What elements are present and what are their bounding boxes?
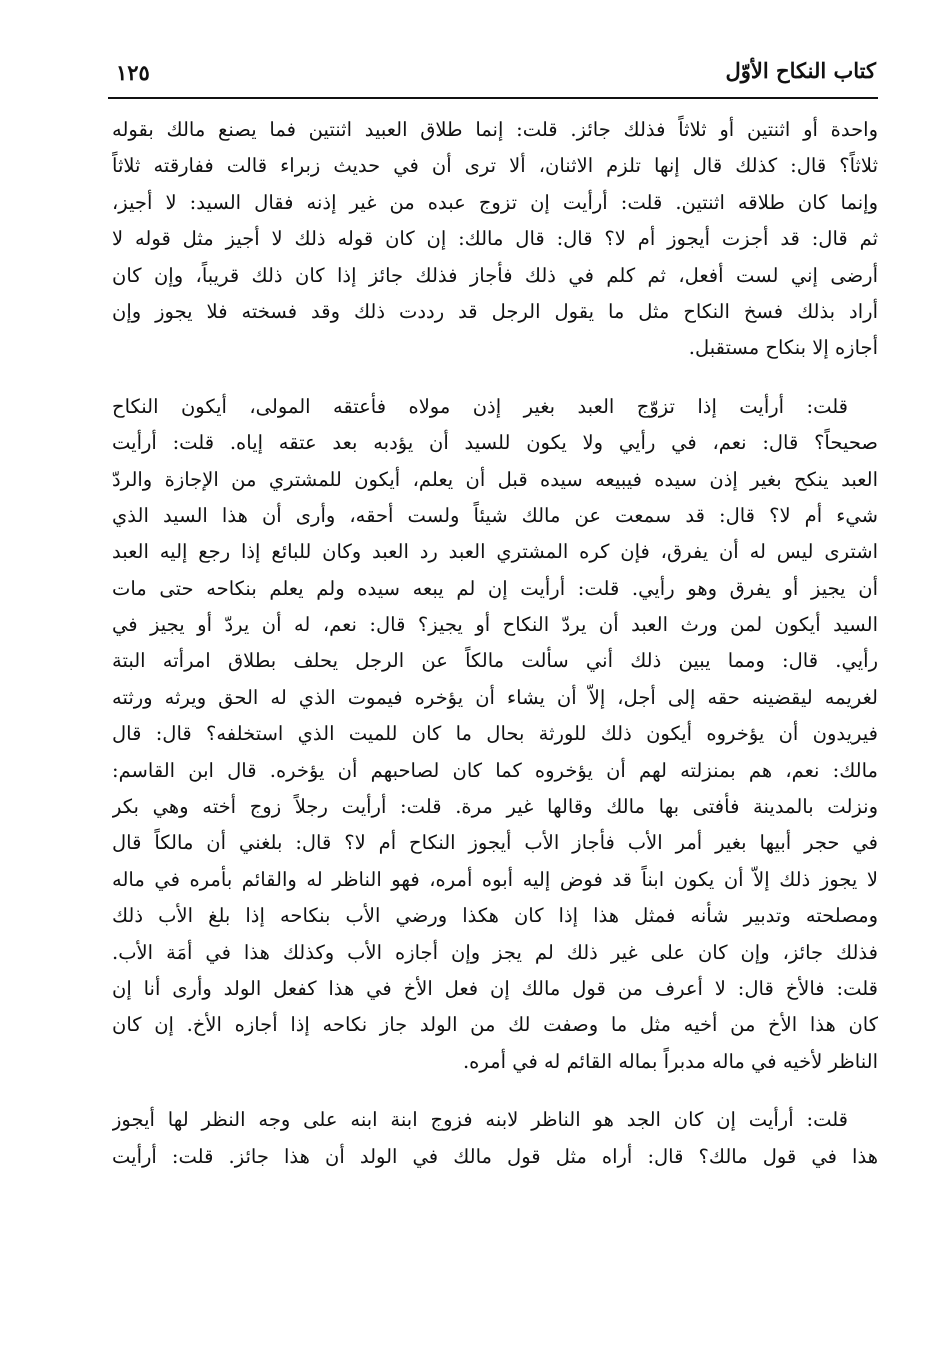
text-line: لا يجوز ذلك إلاّ أن يكون ابناً قد فوض إليه أبوه أمره، فهو الناظر له والقائم بأمره في ماله [112,867,878,891]
text-line: الناظر لأخيه في ماله مدبراً بماله القائم له في أمره. [462,1049,878,1073]
text-line: هذا في قول مالك؟ قال: أراه مثل قول مالك في الولد أن هذا جائز. قلت: أرأيت [112,1144,878,1168]
header-divider [108,97,878,99]
running-title: كتاب النكاح الأوّل [725,58,876,83]
paragraph-1 [112,112,878,367]
text-line: كان هذا الأخ من أخيه مثل ما وصفت لك من الولد جاز نكاحه إذا أجازه الأخ. إن كان [112,1013,878,1037]
paragraph-2 [112,389,878,1080]
text-line: فذلك جائز، وإن كان على غير ذلك لم يجز وإن أجازه الأب وكذلك هذا في أمَة الأب. [112,940,878,964]
text-line: اشترى ليس له أن يفرق، فإن كره المشتري العبد رد العبد وكان للبائع إذا رجع إليه العبد [112,540,878,564]
text-line: مالك: نعم، هم بمنزلته لهم أن يؤخروه كما كان لصاحبهم أن يؤخره. قال ابن القاسم: [112,758,878,782]
paragraph-3 [112,1102,878,1175]
text-line: قلت: أرأيت إذا تزوّج العبد بغير إذن مولاه فأعتقه المولى، أيكون النكاح [112,394,848,418]
paragraph-gap [112,367,878,389]
text-line: صحيحاً؟ قال: نعم، في رأيي ولا يكون للسيد أن يؤدبه بعد عتقه إياه. قلت: أرأيت [112,431,878,455]
text-line: أرضى إني لست أفعل، ثم كلم في ذلك فأجاز فذلك جائز إذا كان ذلك قريباً، وإن كان [112,263,878,287]
text-line: أن يجيز أو يفرق وهو رأيي. قلت: أرأيت إن لم يبعه سيده ولم يعلم بنكاحه حتى مات [112,576,878,600]
text-line: شيء أم لا؟ قال: قد سمعت عن مالك شيئاً ولست أحقه، وأرى أن هذا السيد الذي [112,503,878,527]
paragraph-gap [112,1080,878,1102]
text-line: ونزلت بالمدينة فأفتى بها مالك وقالها غير مرة. قلت: أرأيت رجلاً زوج أخته وهي بكر [112,795,878,819]
page-header [108,56,876,96]
text-line: ثم قال: قد أجزت أيجوز أم لا؟ قال: قال مالك: إن كان قوله ذلك لا أجيز مثل قوله لا [112,227,878,251]
text-line: فيريدون أن يؤخروه أيكون ذلك للورثة بحال ما كان للميت الذي استخلفه؟ قال: قال [112,722,878,746]
text-line: أجازه إلا بنكاح مستقبل. [688,336,878,360]
text-line: قلت: فالأخ قال: لا أعرف من قول مالك إن فعل الأخ في هذا كفعل الولد وأرى أنا إن [112,976,878,1000]
text-line: ثلاثاً؟ قال: كذلك قال إنها تلزم الاثنان، ألا ترى أن في حديث زبراء قالت ففارقته ثلاثاً [112,154,878,178]
text-line: رأيي. قال: ومما يبين ذلك أني سألت مالكاً عن الرجل يحلف بطلاق امرأته البتة [112,649,878,673]
text-line: العبد ينكح بغير إذن سيده فيبيعه سيده قبل أن يعلم، أيكون للمشتري من الإجازة والردّ [112,467,878,491]
text-line: في حجر أبيها بغير أمر الأب فأجاز الأب أيجوز النكاح أم لا؟ قال: بلغني أن مالكاً قال [112,831,878,855]
page-number: ١٢٥ [116,60,150,85]
text-line: قلت: أرأيت إن كان الجد هو الناظر لابنه فزوج ابنة ابنه على وجه النظر لها أيجوز [112,1108,848,1132]
text-line: وإنما كان طلاقه اثنتين. قلت: أرأيت إن تزوج عبده من غير إذنه فقال السيد: لا أجيز، [112,190,878,214]
body-text [112,112,878,1175]
text-line: السيد أيكون لمن ورث العبد أن يردّ النكاح أو يجيز؟ قال: نعم، له أن يردّ أو يجيز في [112,613,878,637]
text-line: واحدة أو اثنتين أو ثلاثاً فذلك جائز. قلت: إنما طلاق العبيد اثنتين فما يصنع مالك بقوله [112,118,878,141]
text-line: ومصلحته وتدبير شأنه فمثل هذا إذا كان هكذا ورضي الأب بنكاحه إذا بلغ الأب ذلك [112,904,878,928]
text-line: أراد بذلك فسخ النكاح مثل ما يقول الرجل قد رددت ذلك وقد فسخته فلا يجوز وإن [112,299,878,323]
text-line: لغريمه ليقضينه حقه إلى أجل، إلاّ أن يشاء أن يؤخره فيموت الذي له الحق ويرثه ورثته [112,685,878,709]
